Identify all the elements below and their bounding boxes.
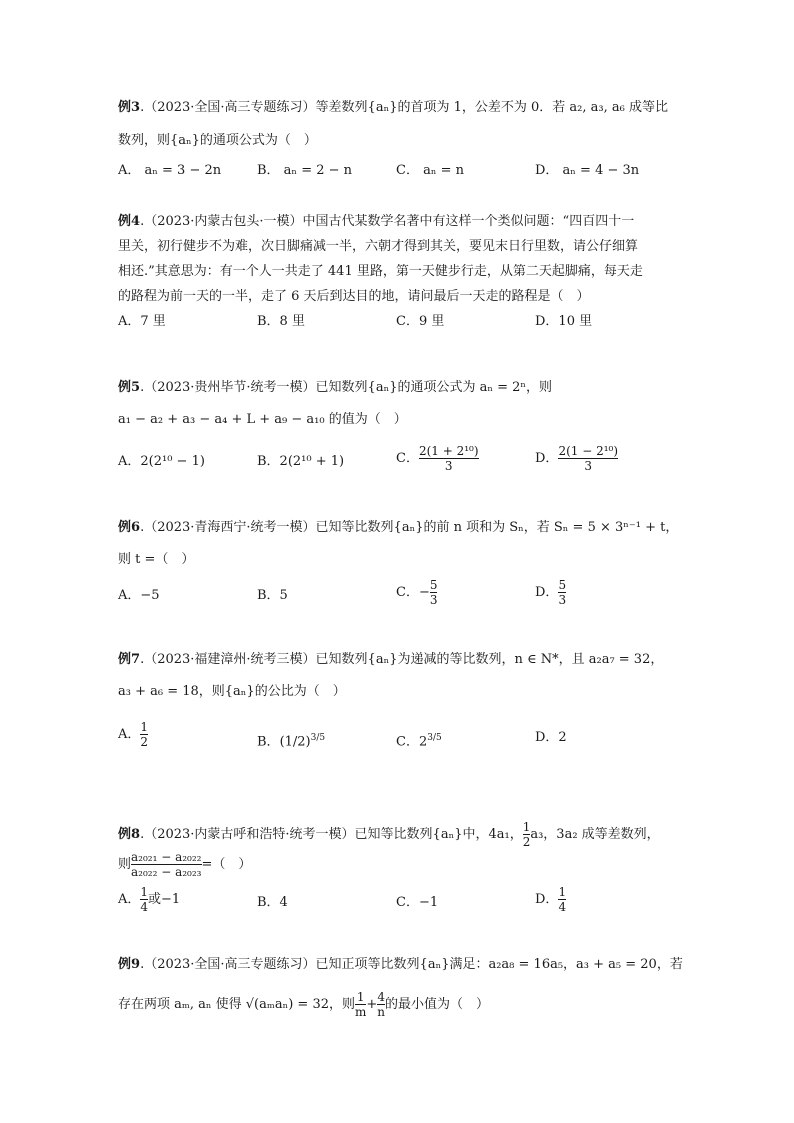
question-6-line-1 xyxy=(118,518,678,538)
option-d: D． $\frac{1}{4}$ xyxy=(535,885,567,914)
option-b: B．4 xyxy=(257,895,288,910)
question-source: .（2023·福建漳州·统考三模） xyxy=(140,652,316,667)
option-c: C．−1 xyxy=(396,895,439,910)
question-7-line-1 xyxy=(118,650,663,670)
option-a: A． aₙ = 3 − 2n xyxy=(118,163,222,178)
fraction: $\frac{4}{n}$ xyxy=(377,990,386,1019)
option-d: D．2 xyxy=(535,730,567,745)
question-4-line-3: 相还.”其意思为：有一个人一共走了 441 里路，第一天健步行走，从第二天起脚痛，每天走 xyxy=(118,264,643,279)
option-b: B．5 xyxy=(257,588,288,603)
option-c: C．9 里 xyxy=(396,314,445,329)
fraction: $\frac{\text{2(1 − 2¹⁰)}}{3}$ xyxy=(558,444,619,473)
question-label: 例7 xyxy=(118,652,141,667)
option-c: C． $\frac{\text{2(1 + 2¹⁰)}}{3}$ xyxy=(396,444,479,473)
question-5-line-1 xyxy=(118,378,552,398)
fraction: $\frac{1}{4}$ xyxy=(558,885,567,914)
question-source: .（2023·贵州毕节·统考一模） xyxy=(140,380,316,395)
option-c: C．$2^{3/5}$ xyxy=(396,733,442,750)
option-d: D． aₙ = 4 − 3n xyxy=(535,163,640,178)
fraction: $\frac{5}{3}$ xyxy=(558,578,567,607)
question-text: 已知等比数列{aₙ}的前 n 项和为 Sₙ，若 Sₙ = 5 × 3ⁿ⁻¹ + t， xyxy=(315,520,679,535)
question-5-line-2: a₁ − a₂ + a₃ − a₄ + L + a₉ − a₁₀ 的值为（ ） xyxy=(118,412,407,427)
question-text: 已知数列{aₙ}为递减的等比数列，n ∈ N*，且 a₂a₇ = 32， xyxy=(315,652,664,667)
question-4-line-2: 里关，初行健步不为难，次日脚痛减一半，六朝才得到其关，要见末日行里数，请公仔细算 xyxy=(118,239,639,254)
question-label: 例8 xyxy=(118,827,141,842)
question-text: 已知数列{aₙ}的通项公式为 aₙ = 2ⁿ，则 xyxy=(315,380,553,395)
option-a: A． $\frac{1}{2}$ xyxy=(118,720,149,749)
question-8-line-1: 例8.（2023·内蒙古呼和浩特·统考一模）已知等比数列{aₙ}中，4a₁， $\frac{1}{2}$ a₃，3a₂ 成等差数列， xyxy=(118,820,660,849)
option-d: D．10 里 xyxy=(535,314,593,329)
question-5 xyxy=(118,378,683,488)
fraction: $\frac{1}{2}$ xyxy=(522,820,531,849)
question-3-line-2: 数列，则{aₙ}的通项公式为（ ） xyxy=(118,133,317,148)
question-label: 例3 xyxy=(118,100,141,115)
question-source: .（2023·内蒙古呼和浩特·统考一模） xyxy=(140,827,355,842)
option-b: B．2(2¹⁰ + 1) xyxy=(257,454,345,469)
question-4-line-4: 的路程为前一天的一半，走了 6 天后到达目的地，请问最后一天走的路程是（ ） xyxy=(118,289,590,304)
option-d: D． $\frac{\text{2(1 − 2¹⁰)}}{3}$ xyxy=(535,444,619,473)
question-8-line-2: 则 $\frac{\text{a₂₀₂₁ − a₂₀₂₂}}{\text{a₂₀₂₂ − a₂₀₂₃}}$ =（ ） xyxy=(118,850,252,879)
option-d: D． $\frac{5}{3}$ xyxy=(535,578,567,607)
option-a: A． $\frac{1}{4}$ 或−1 xyxy=(118,885,181,914)
fraction: $\frac{1}{m}$ xyxy=(354,990,367,1019)
question-text: 等差数列{aₙ}的首项为 1，公差不为 0．若 a₂, a₃, a₆ 成等比 xyxy=(315,100,668,115)
question-text: 中国古代某数学名著中有这样一个类似问题：“四百四十一 xyxy=(302,214,635,229)
question-9-line-2: 存在两项 aₘ, aₙ 使得 √(aₘaₙ) = 32，则 $\frac{1}{m}$ + $\frac{4}{n}$ 的最小值为（ ） xyxy=(118,990,490,1019)
question-8 xyxy=(118,820,683,920)
question-label: 例5 xyxy=(118,380,141,395)
question-7-line-2: a₃ + a₆ = 18，则{aₙ}的公比为（ ） xyxy=(118,684,346,699)
question-3 xyxy=(118,98,683,188)
question-label: 例4 xyxy=(118,214,141,229)
fraction: $\frac{\text{a₂₀₂₁ − a₂₀₂₂}}{\text{a₂₀₂₂ − a₂₀₂₃}}$ xyxy=(131,850,202,879)
fraction: $\frac{5}{3}$ xyxy=(429,578,438,607)
fraction: $\frac{1}{2}$ xyxy=(140,720,149,749)
question-source: .（2023·内蒙古包头·一模） xyxy=(140,214,303,229)
question-6 xyxy=(118,518,683,618)
fraction: $\frac{1}{4}$ xyxy=(140,885,149,914)
option-c: C． aₙ = n xyxy=(396,163,464,178)
question-text: 已知正项等比数列{aₙ}满足：a₂a₈ = 16a₅，a₃ + a₅ = 20，若 xyxy=(315,957,683,972)
option-b: B． aₙ = 2 − n xyxy=(257,163,353,178)
question-4 xyxy=(118,212,683,347)
question-3-line-1 xyxy=(118,98,668,118)
option-a: A．7 里 xyxy=(118,314,166,329)
question-7 xyxy=(118,650,683,755)
question-source: .（2023·青海西宁·统考一模） xyxy=(140,520,316,535)
option-a: A．−5 xyxy=(118,588,160,603)
question-label: 例9 xyxy=(118,957,141,972)
question-source: .（2023·全国·高三专题练习） xyxy=(140,957,316,972)
question-4-line-1 xyxy=(118,212,634,232)
option-b: B．$(1/2)^{3/5}$ xyxy=(257,733,326,750)
question-9-line-1 xyxy=(118,955,683,975)
option-b: B．8 里 xyxy=(257,314,305,329)
option-c: C．− $\frac{5}{3}$ xyxy=(396,578,438,607)
fraction: $\frac{\text{2(1 + 2¹⁰)}}{3}$ xyxy=(418,444,479,473)
question-9 xyxy=(118,955,683,1025)
question-label: 例6 xyxy=(118,520,141,535)
question-source: .（2023·全国·高三专题练习） xyxy=(140,100,316,115)
option-a: A．2(2¹⁰ − 1) xyxy=(118,454,205,469)
question-6-line-2: 则 t =（ ） xyxy=(118,552,195,567)
